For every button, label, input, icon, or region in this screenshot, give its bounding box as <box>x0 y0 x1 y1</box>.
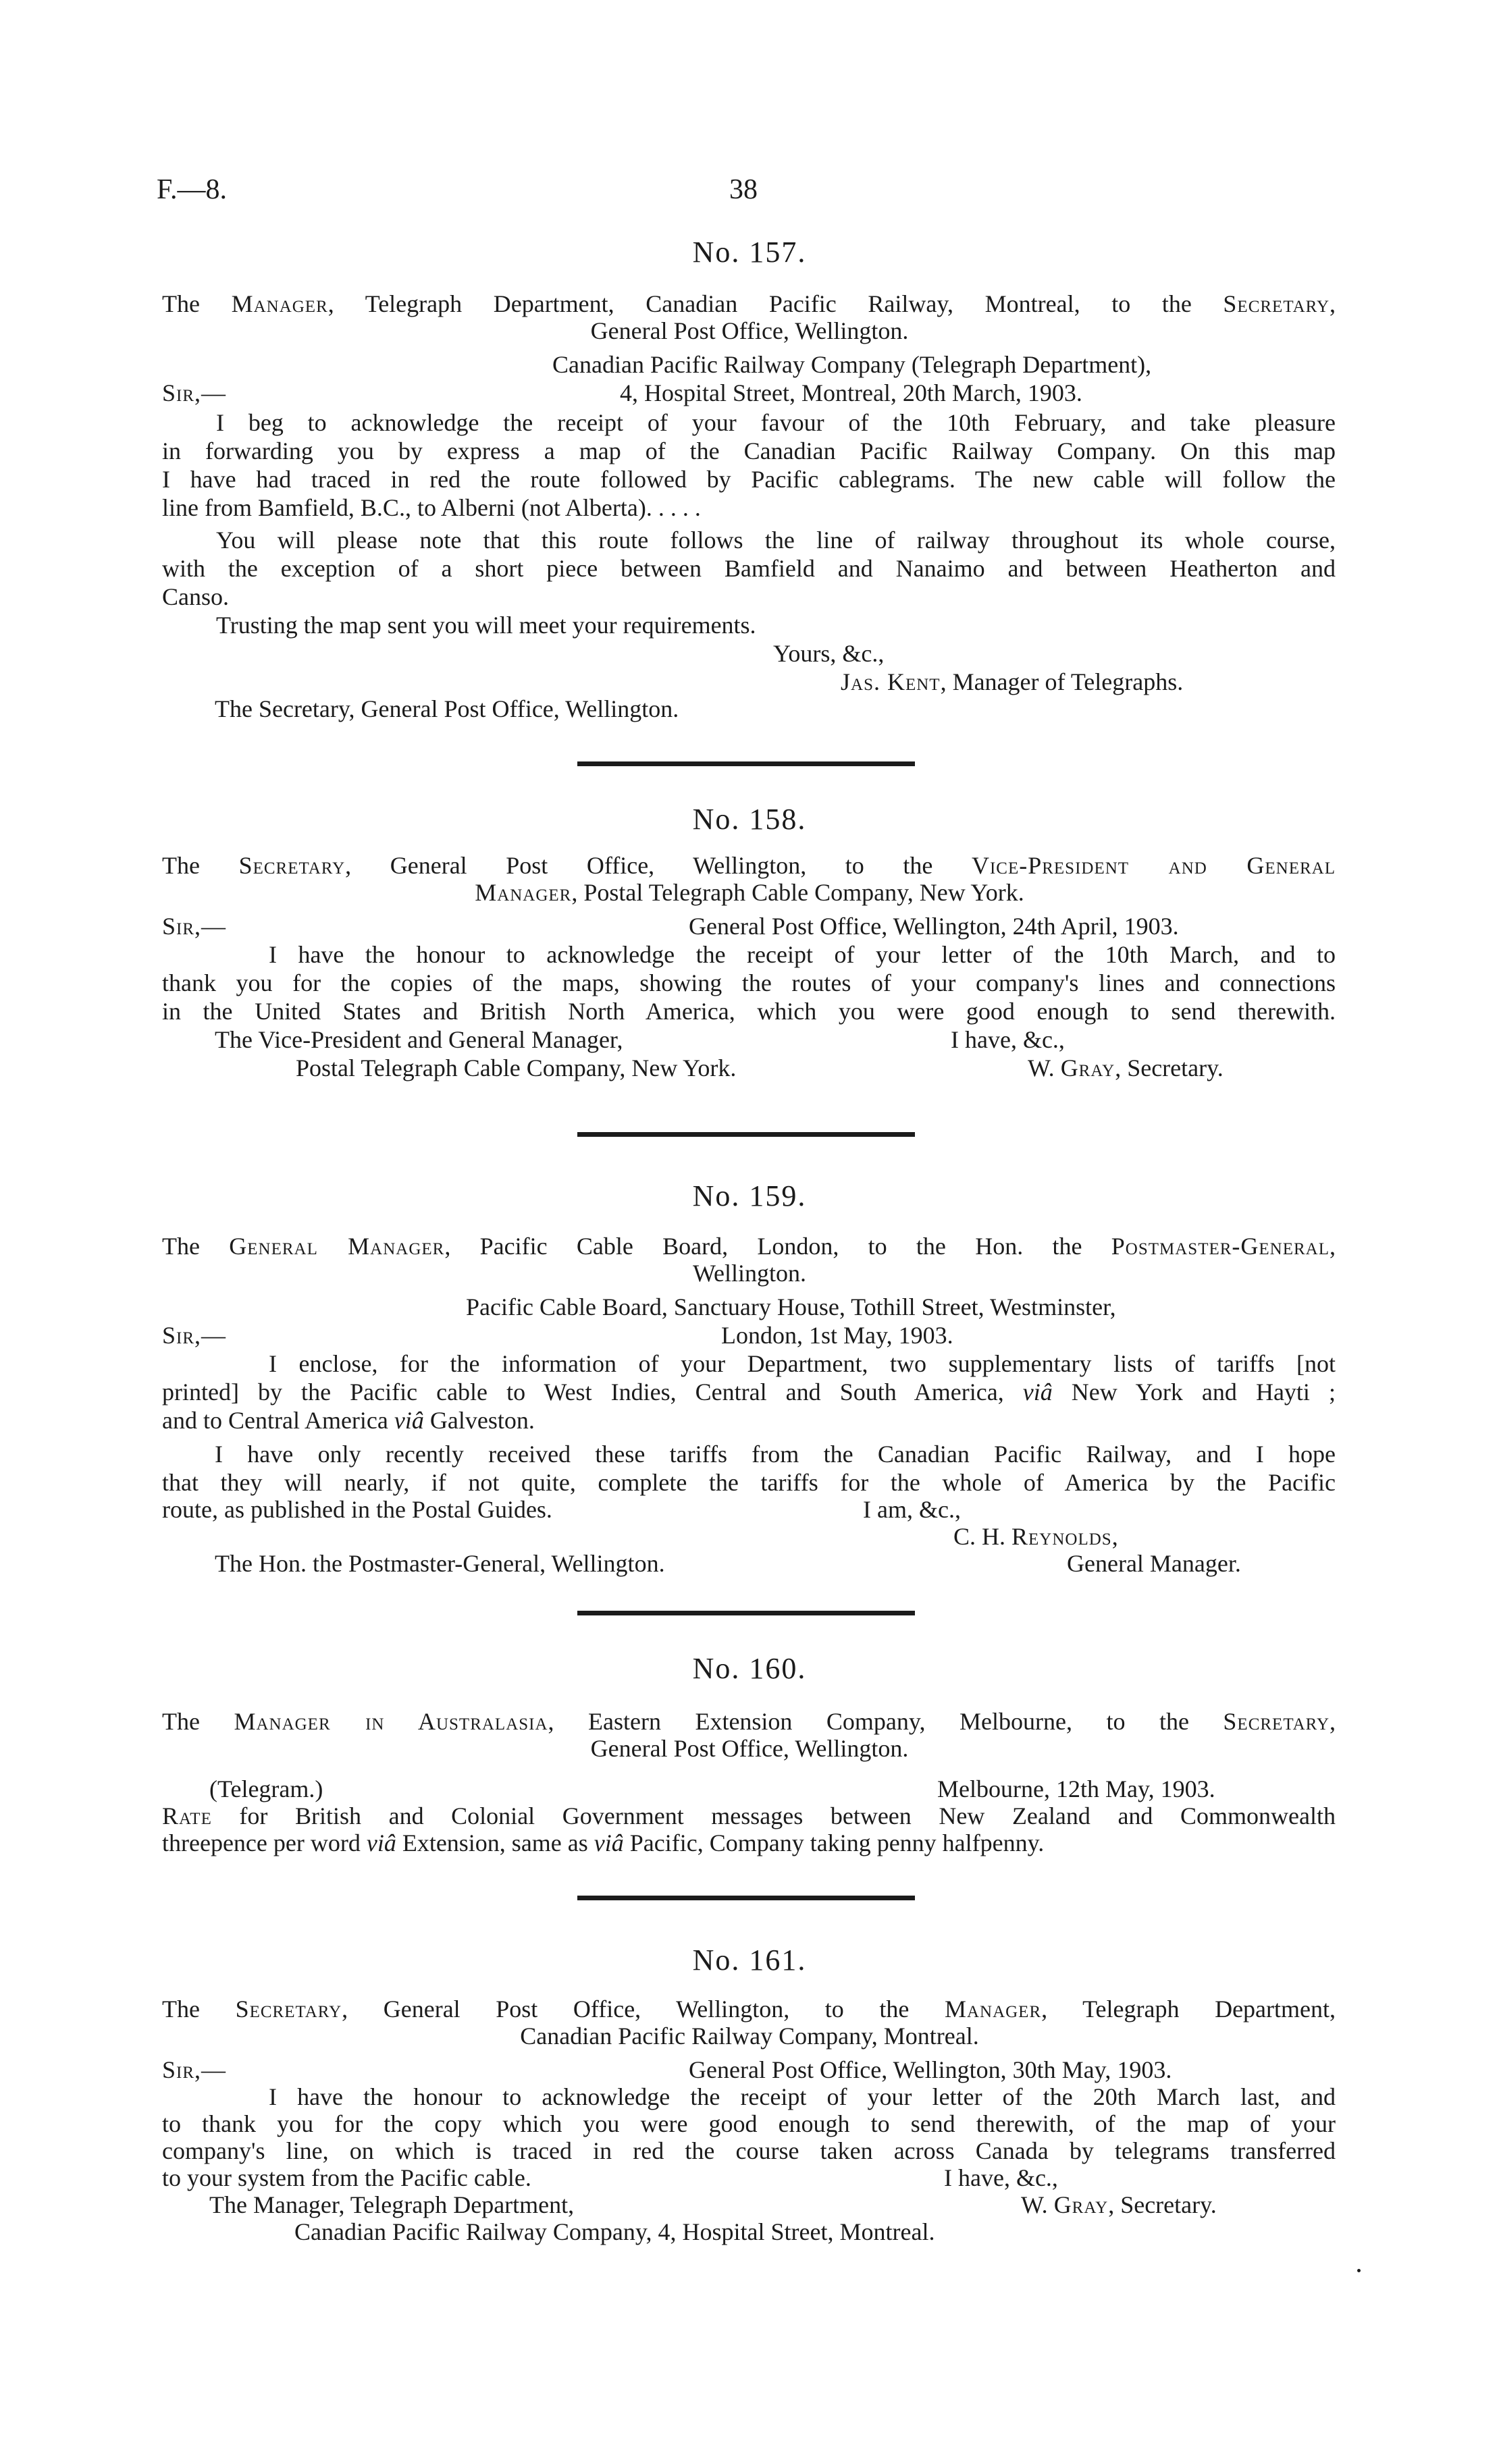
letter-159-route-line1: The General Manager, Pacific Cable Board, London, to the Hon. the Postmaster-General, <box>162 1233 1336 1260</box>
letter-161-addressee-line1: The Manager, Telegraph Department, <box>209 2191 575 2218</box>
letter-157-address-line2: 4, Hospital Street, Montreal, 20th March, 1903. <box>620 379 1082 406</box>
letter-161-body-line: I have the honour to acknowledge the receipt of your letter of the 20th March last, and <box>269 2083 1336 2110</box>
page-reference: F.—8. <box>157 174 227 205</box>
letter-158-address-line2: General Post Office, Wellington, 24th April, 1903. <box>689 913 1179 940</box>
letter-159-signature-title: General Manager. <box>1067 1550 1241 1577</box>
letter-157-addressee: The Secretary, General Post Office, Wellington. <box>215 695 679 722</box>
letter-161-body-line: to your system from the Pacific cable. <box>162 2164 531 2191</box>
letter-160-telegram-label: (Telegram.) <box>209 1775 323 1802</box>
letter-157-number: No. 157. <box>692 236 807 269</box>
letter-160-route-line1: The Manager in Australasia, Eastern Extension Company, Melbourne, to the Secretary, <box>162 1708 1336 1735</box>
letter-158-route-line1: The Secretary, General Post Office, Wellington, to the Vice-President and General <box>162 852 1336 879</box>
letter-161-body-line: to thank you for the copy which you were good enough to send therewith, of the map of your <box>162 2110 1336 2137</box>
letter-157-body-line: Trusting the map sent you will meet your requirements. <box>216 612 756 639</box>
letter-158-body-line: in the United States and British North America, which you were good enough to send therewith. <box>162 998 1336 1025</box>
letter-159-body-line: I have only recently received these tariffs from the Canadian Pacific Railway, and I hope <box>215 1441 1336 1468</box>
letter-159-route-line2: Wellington. <box>692 1260 807 1287</box>
letter-157-signature: Jas. Kent, Manager of Telegraphs. <box>841 668 1184 695</box>
section-divider <box>577 1896 915 1900</box>
letter-161-addressee-line2: Canadian Pacific Railway Company, 4, Hospital Street, Montreal. <box>294 2218 935 2245</box>
letter-161-body-line: company's line, on which is traced in red the course taken across Canada by telegrams transferred <box>162 2137 1336 2164</box>
letter-159-body-line: that they will nearly, if not quite, complete the tariffs for the whole of America by the Pacific <box>162 1469 1336 1496</box>
letter-160-number: No. 160. <box>692 1652 807 1685</box>
letter-158-addressee-line2: Postal Telegraph Cable Company, New York. <box>296 1054 737 1081</box>
letter-157-route-line2: General Post Office, Wellington. <box>590 317 909 344</box>
letter-157-body-line: in forwarding you by express a map of the Canadian Pacific Railway Company. On this map <box>162 437 1336 464</box>
letter-160-place-date: Melbourne, 12th May, 1903. <box>937 1775 1215 1802</box>
letter-159-body-line: and to Central America viâ Galveston. <box>162 1407 535 1434</box>
letter-160-route-line2: General Post Office, Wellington. <box>590 1735 909 1762</box>
letter-157-salutation: Sir,— <box>162 379 227 406</box>
letter-161-number: No. 161. <box>692 1944 807 1977</box>
letter-157-body-line: line from Bamfield, B.C., to Alberni (not Alberta). . . . . <box>162 494 701 521</box>
letter-158-addressee-line1: The Vice-President and General Manager, <box>215 1026 623 1053</box>
letter-161-route-line2: Canadian Pacific Railway Company, Montreal. <box>520 2023 979 2050</box>
letter-159-address-line1: Pacific Cable Board, Sanctuary House, Tothill Street, Westminster, <box>466 1293 1116 1320</box>
letter-157-body-line: You will please note that this route follows the line of railway throughout its whole course, <box>216 527 1336 554</box>
section-divider <box>577 761 915 766</box>
letter-159-number: No. 159. <box>692 1179 807 1212</box>
letter-159-body-line: printed] by the Pacific cable to West Indies, Central and South America, viâ New York and Hayti ; <box>162 1378 1336 1405</box>
letter-158-closing: I have, &c., <box>951 1026 1065 1053</box>
letter-161-address-line2: General Post Office, Wellington, 30th May, 1903. <box>689 2056 1172 2083</box>
letter-159-signature: C. H. Reynolds, <box>953 1523 1118 1550</box>
letter-157-route-line1: The Manager, Telegraph Department, Canadian Pacific Railway, Montreal, to the Secretary, <box>162 290 1336 317</box>
letter-158-signature: W. Gray, Secretary. <box>1028 1054 1224 1081</box>
letter-161-salutation: Sir,— <box>162 2056 227 2083</box>
letter-158-body-line: I have the honour to acknowledge the receipt of your letter of the 10th March, and to <box>269 941 1336 968</box>
page-number: 38 <box>729 174 758 205</box>
letter-157-body-line: I beg to acknowledge the receipt of your favour of the 10th February, and take pleasure <box>216 409 1336 436</box>
letter-157-body-line: I have had traced in red the route followed by Pacific cablegrams. The new cable will follow the <box>162 466 1336 493</box>
letter-157-body-line: Canso. <box>162 583 229 610</box>
letter-158-salutation: Sir,— <box>162 913 227 940</box>
letter-161-closing: I have, &c., <box>944 2164 1058 2191</box>
letter-157-body-line: with the exception of a short piece between Bamfield and Nanaimo and between Heatherton and <box>162 555 1336 582</box>
letter-160-body-line: Rate for British and Colonial Government messages between New Zealand and Commonwealth <box>162 1802 1336 1829</box>
letter-159-body-line: I enclose, for the information of your Department, two supplementary lists of tariffs [not <box>269 1350 1336 1377</box>
letter-159-addressee: The Hon. the Postmaster-General, Wellington. <box>215 1550 665 1577</box>
letter-158-route-line2: Manager, Postal Telegraph Cable Company, New York. <box>475 879 1024 906</box>
letter-159-address-line2: London, 1st May, 1903. <box>721 1322 953 1349</box>
section-divider <box>577 1611 915 1615</box>
letter-159-body-line: route, as published in the Postal Guides. <box>162 1496 552 1523</box>
letter-159-closing: I am, &c., <box>863 1496 961 1523</box>
letter-158-number: No. 158. <box>692 803 807 836</box>
stray-mark <box>1357 2269 1361 2272</box>
letter-157-closing: Yours, &c., <box>773 640 885 667</box>
letter-157-address-line1: Canadian Pacific Railway Company (Telegraph Department), <box>552 351 1152 378</box>
letter-159-salutation: Sir,— <box>162 1322 227 1349</box>
letter-161-signature: W. Gray, Secretary. <box>1021 2191 1217 2218</box>
letter-158-body-line: thank you for the copies of the maps, showing the routes of your company's lines and connections <box>162 969 1336 996</box>
letter-160-body-line: threepence per word viâ Extension, same as viâ Pacific, Company taking penny halfpenny. <box>162 1829 1045 1856</box>
letter-161-route-line1: The Secretary, General Post Office, Wellington, to the Manager, Telegraph Department, <box>162 1996 1336 2023</box>
section-divider <box>577 1132 915 1137</box>
